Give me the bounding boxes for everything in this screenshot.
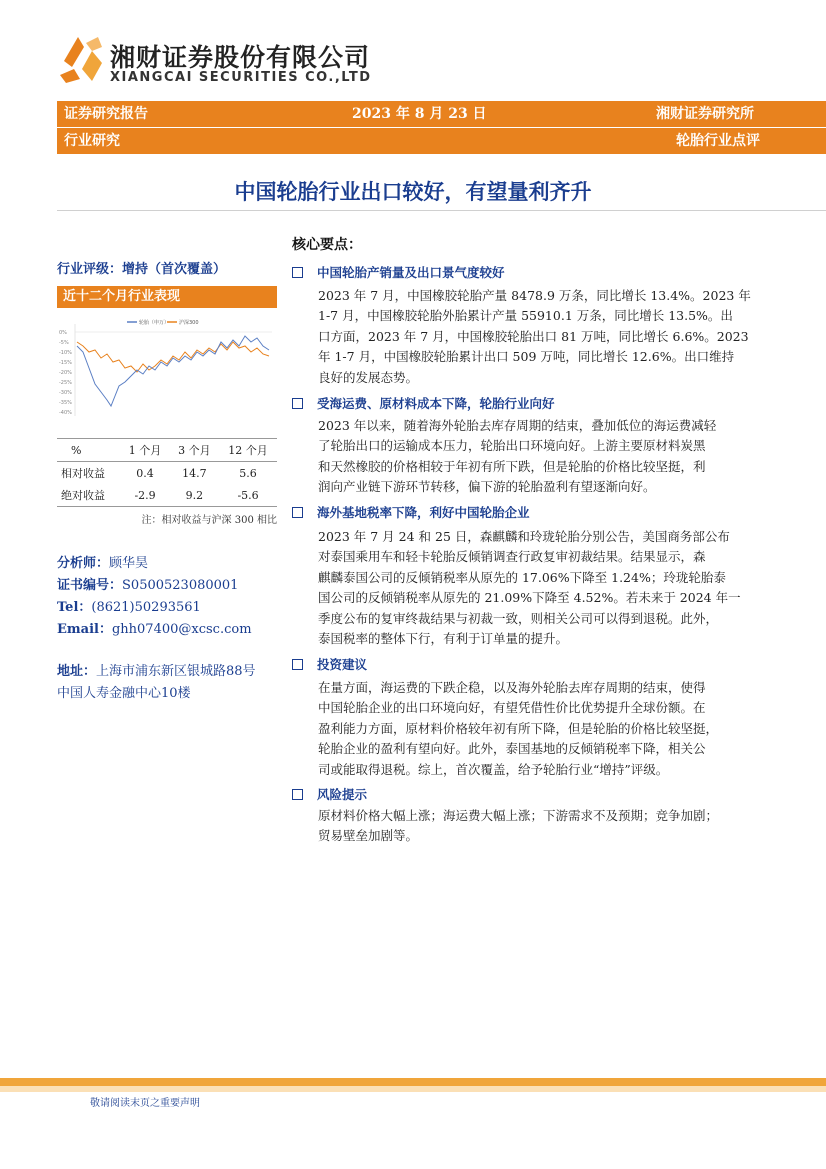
address-label: 地址：: [57, 664, 97, 679]
address-line-1: 上海市浦东新区银城路88号: [96, 664, 256, 679]
table-cell: 14.7: [182, 466, 207, 480]
table-row: [57, 462, 277, 485]
section-body: 2023 年 7 月 24 和 25 日，森麒麟和玲珑轮胎分别公告，美国商务部公布 对泰国乘用车和轻卡轮胎反倾销调查行政复审初裁结果。结果显示，森 麒麟泰国公司的反倾销税率从原先的 17.06%下降至 1.24%；玲珑轮胎泰 国公司的反倾销税率从原先的 21.09%下降至 4.52%。若未来于 2024 年一 季度公布的复审终裁结果与初裁一致，则相关公司可以得到退税。此外， 泰国税率的整体下行，有利于订单量的提升。: [318, 529, 741, 647]
report-type: 证券研究报告: [64, 106, 148, 122]
chart-tick-label: -5%: [59, 340, 69, 346]
cert-number: S0500523080001: [122, 578, 239, 593]
email-address: ghh07400@xcsc.com: [111, 622, 252, 637]
checkbox-bullet-icon: [292, 267, 303, 278]
chart-tick-label: -30%: [59, 390, 72, 396]
institute-name: 湘财证券研究所: [656, 106, 754, 122]
report-category: 轮胎行业点评: [676, 133, 760, 149]
table-note: 注：相对收益与沪深 300 相比: [141, 515, 277, 526]
section-heading: 受海运费、原材料成本下降，轮胎行业向好: [292, 394, 555, 412]
email-line: [57, 618, 252, 637]
table-header: 1 个月: [120, 439, 169, 462]
chart-tick-label: -25%: [59, 380, 72, 386]
section-heading: 海外基地税率下降，利好中国轮胎企业: [292, 503, 530, 521]
checkbox-bullet-icon: [292, 398, 303, 409]
table-cell: 9.2: [170, 484, 219, 507]
address-line: [57, 660, 256, 679]
performance-table: [57, 438, 277, 507]
table-cell: -2.9: [120, 484, 169, 507]
cert-line: [57, 574, 238, 593]
section-body: 在量方面，海运费的下跌企稳，以及海外轮胎去库存周期的结束，使得 中国轮胎企业的出口环境向好，有望凭借性价比优势提升全球份额。在 盈利能力方面，原材料价格较年初有所下降，但是轮胎的价格比较坚挺， 轮胎企业的盈利有望向好。此外，泰国基地的反倾销税率下降，相关公 司或能取得退税。综上，首次覆盖，给予轮胎行业“增持”评级。: [318, 680, 719, 777]
email-label: Email：: [57, 622, 112, 637]
section-heading: 风险提示: [292, 785, 367, 803]
table-row: [57, 484, 277, 507]
chart-tick-label: -10%: [59, 350, 72, 356]
cert-label: 证书编号：: [57, 578, 123, 593]
performance-heading: 近十二个月行业表现: [57, 286, 277, 308]
table-cell: 0.4: [136, 466, 154, 480]
report-date: 2023 年 8 月 23 日: [352, 106, 487, 122]
checkbox-bullet-icon: [292, 659, 303, 670]
research-type: 行业研究: [64, 133, 120, 149]
table-header: 3 个月: [170, 439, 219, 462]
section-heading: 中国轮胎产销量及出口景气度较好: [292, 263, 505, 281]
section-body: 原材料价格大幅上涨；海运费大幅上涨；下游需求不及预期；竞争加剧； 贸易壁垒加剧等。: [318, 808, 719, 844]
address-line-2: 中国人寿金融中心10楼: [57, 686, 191, 701]
legend-series-2: 沪深300: [179, 320, 199, 326]
checkbox-bullet-icon: [292, 507, 303, 518]
tel-number: (8621)50293561: [91, 600, 201, 615]
chart-tick-label: -35%: [59, 400, 72, 406]
table-cell: 相对收益: [61, 467, 105, 480]
chart-tick-label: 0%: [59, 330, 67, 336]
analyst-label: 分析师：: [57, 556, 110, 571]
core-points-heading: 核心要点：: [292, 237, 362, 253]
chart-tick-label: -15%: [59, 360, 72, 366]
table-cell: 绝对收益: [57, 484, 120, 507]
footer-bar-light: [0, 1086, 826, 1092]
section-body: 2023 年以来，随着海外轮胎去库存周期的结束，叠加低位的海运费减轻 了轮胎出口的运输成本压力，轮胎出口环境向好。上游主要原材料炭黑 和天然橡胶的价格相较于年初有所下跌，但是轮胎的价格比较坚挺，利 润向产业链下游环节转移，偏下游的轮胎盈利有望逐渐向好。: [318, 418, 717, 495]
industry-rating: 行业评级：增持（首次覆盖）: [57, 262, 227, 277]
tel-line: [57, 596, 201, 615]
analyst-line: [57, 552, 148, 571]
section-body: 2023 年 7 月，中国橡胶轮胎产量 8478.9 万条，同比增长 13.4%。2023 年 1-7 月，中国橡胶轮胎外胎累计产量 55910.1 万条，同比增长 13.5%。出 口方面，2023 年 7 月，中国橡胶轮胎出口 81 万吨，同比增长 6.6%。2023 年 1-7 月，中国橡胶轮胎累计出口 509 万吨，同比增长 12.6%。出口维持 良好的发展态势。: [318, 288, 751, 385]
company-name-en: XIANGCAI SECURITIES CO.,LTD: [110, 70, 372, 85]
table-header: 12 个月: [219, 439, 277, 462]
table-cell: 5.6: [239, 466, 257, 480]
tel-label: Tel：: [57, 600, 92, 615]
table-header-row: [57, 439, 277, 462]
company-name-cn: 湘财证券股份有限公司: [110, 43, 371, 72]
analyst-name: 顾华昊: [109, 556, 149, 571]
section-heading: 投资建议: [292, 655, 367, 673]
legend-series-1: 轮胎（申万）: [139, 320, 170, 326]
performance-chart: [57, 312, 277, 430]
page-title: 中国轮胎行业出口较好，有望量利齐升: [234, 180, 592, 204]
table-cell: -5.6: [219, 484, 277, 507]
chart-tick-label: -20%: [59, 370, 72, 376]
footer-bar: [0, 1078, 826, 1086]
footer-disclaimer: 敬请阅读末页之重要声明: [90, 1098, 200, 1109]
title-divider: [57, 210, 826, 211]
chart-tick-label: -40%: [59, 410, 72, 416]
checkbox-bullet-icon: [292, 789, 303, 800]
company-logo-icon: [58, 33, 106, 83]
table-header: %: [57, 439, 120, 462]
